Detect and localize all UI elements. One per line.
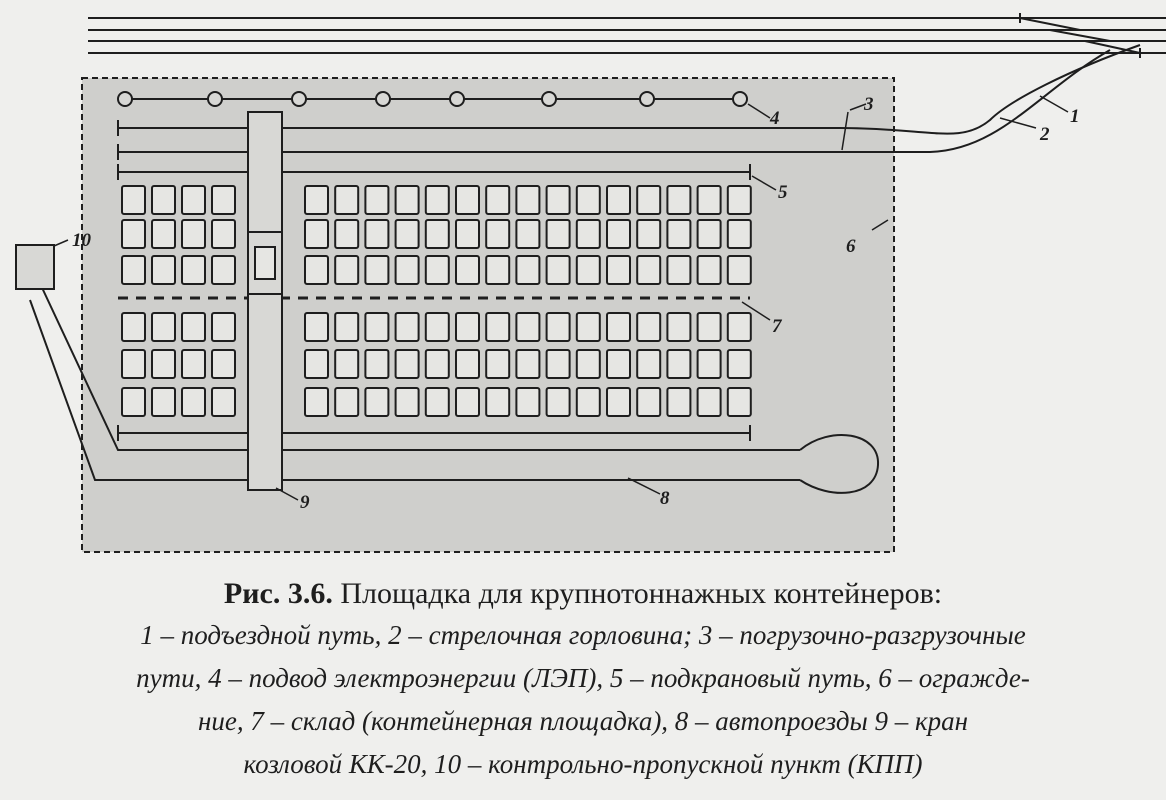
container-slot bbox=[182, 256, 205, 284]
container-slot bbox=[577, 313, 600, 341]
callout-4: 4 bbox=[770, 108, 780, 129]
container-slot bbox=[667, 220, 690, 248]
container-slot bbox=[667, 350, 690, 378]
container-slot bbox=[698, 350, 721, 378]
container-slot bbox=[182, 350, 205, 378]
container-slot bbox=[152, 186, 175, 214]
container-slot bbox=[426, 186, 449, 214]
container-slot bbox=[152, 220, 175, 248]
container-slot bbox=[486, 313, 509, 341]
container-slot bbox=[516, 186, 539, 214]
container-slot bbox=[212, 220, 235, 248]
container-slot bbox=[456, 220, 479, 248]
caption-legend-line: пути, 4 – подвод электроэнергии (ЛЭП), 5 – подкрановый путь, 6 – огражде- bbox=[136, 663, 1030, 693]
container-slot bbox=[122, 220, 145, 248]
container-slot bbox=[667, 186, 690, 214]
container-slot bbox=[607, 388, 630, 416]
container-slot bbox=[152, 313, 175, 341]
container-slot bbox=[456, 256, 479, 284]
container-slot bbox=[426, 256, 449, 284]
container-slot bbox=[456, 388, 479, 416]
container-slot bbox=[152, 350, 175, 378]
container-slot bbox=[335, 313, 358, 341]
container-slot bbox=[212, 313, 235, 341]
caption-legend-line: козловой КК-20, 10 – контрольно-пропускной пункт (КПП) bbox=[243, 749, 923, 779]
container-slot bbox=[577, 350, 600, 378]
caption-label: Рис. 3.6. bbox=[223, 577, 333, 610]
container-slot bbox=[305, 313, 328, 341]
container-slot bbox=[122, 256, 145, 284]
container-slot bbox=[365, 350, 388, 378]
container-slot bbox=[212, 350, 235, 378]
container-slot bbox=[396, 350, 419, 378]
container-slot bbox=[698, 256, 721, 284]
container-slot bbox=[547, 388, 570, 416]
container-slot bbox=[698, 220, 721, 248]
callout-7: 7 bbox=[772, 316, 782, 337]
container-slot bbox=[547, 350, 570, 378]
container-slot bbox=[667, 256, 690, 284]
callout-1: 1 bbox=[1070, 106, 1080, 127]
container-slot bbox=[486, 186, 509, 214]
callout-5: 5 bbox=[778, 182, 788, 203]
container-slot bbox=[122, 313, 145, 341]
container-slot bbox=[667, 313, 690, 341]
container-slot bbox=[305, 350, 328, 378]
container-slot bbox=[365, 313, 388, 341]
callout-6: 6 bbox=[846, 236, 856, 257]
container-slot bbox=[637, 313, 660, 341]
container-slot bbox=[305, 220, 328, 248]
callout-8: 8 bbox=[660, 488, 670, 509]
container-slot bbox=[152, 388, 175, 416]
container-slot bbox=[607, 313, 630, 341]
container-slot bbox=[547, 220, 570, 248]
callout-9: 9 bbox=[300, 492, 310, 513]
callout-3: 3 bbox=[864, 94, 874, 115]
container-slot bbox=[396, 388, 419, 416]
container-slot bbox=[486, 388, 509, 416]
container-slot bbox=[122, 350, 145, 378]
container-slot bbox=[728, 313, 751, 341]
container-slot bbox=[698, 388, 721, 416]
container-slot bbox=[516, 388, 539, 416]
container-slot bbox=[637, 350, 660, 378]
container-slot bbox=[486, 220, 509, 248]
container-slot bbox=[728, 186, 751, 214]
container-slot bbox=[335, 350, 358, 378]
container-slot bbox=[577, 186, 600, 214]
container-slot bbox=[607, 186, 630, 214]
container-slot bbox=[607, 256, 630, 284]
container-slot bbox=[728, 220, 751, 248]
container-slot bbox=[698, 313, 721, 341]
callout-2: 2 bbox=[1040, 124, 1050, 145]
container-slot bbox=[607, 350, 630, 378]
container-slot bbox=[637, 186, 660, 214]
container-slot bbox=[426, 313, 449, 341]
container-slot bbox=[516, 256, 539, 284]
container-slot bbox=[122, 186, 145, 214]
container-slot bbox=[577, 256, 600, 284]
container-slot bbox=[305, 186, 328, 214]
container-slot bbox=[577, 220, 600, 248]
container-slot bbox=[516, 313, 539, 341]
container-slot bbox=[667, 388, 690, 416]
gantry-crane bbox=[248, 112, 282, 490]
container-slot bbox=[335, 388, 358, 416]
container-slot bbox=[547, 313, 570, 341]
container-slot bbox=[182, 220, 205, 248]
main-tracks bbox=[88, 13, 1166, 58]
container-slot bbox=[396, 256, 419, 284]
container-slot bbox=[365, 256, 388, 284]
container-slot bbox=[698, 186, 721, 214]
checkpoint-building bbox=[16, 245, 54, 289]
container-slot bbox=[335, 186, 358, 214]
container-slot bbox=[396, 220, 419, 248]
container-slot bbox=[486, 256, 509, 284]
container-slot bbox=[335, 256, 358, 284]
container-slot bbox=[122, 388, 145, 416]
container-slot bbox=[728, 350, 751, 378]
container-slot bbox=[637, 256, 660, 284]
container-slot bbox=[335, 220, 358, 248]
container-slot bbox=[305, 388, 328, 416]
container-slot bbox=[426, 350, 449, 378]
container-slot bbox=[516, 350, 539, 378]
container-slot bbox=[516, 220, 539, 248]
callout-10: 10 bbox=[72, 230, 91, 251]
container-slot bbox=[728, 256, 751, 284]
container-slot bbox=[456, 186, 479, 214]
container-slot bbox=[547, 256, 570, 284]
caption-legend-line: ние, 7 – склад (контейнерная площадка), 8 – автопроезды 9 – кран bbox=[197, 706, 969, 736]
container-slot bbox=[152, 256, 175, 284]
container-slot bbox=[212, 388, 235, 416]
container-slot bbox=[547, 186, 570, 214]
container-slot bbox=[396, 186, 419, 214]
container-slot bbox=[426, 388, 449, 416]
container-slot bbox=[637, 388, 660, 416]
container-slot bbox=[637, 220, 660, 248]
figure-caption bbox=[0, 574, 1166, 786]
container-slot bbox=[212, 186, 235, 214]
container-slot bbox=[426, 220, 449, 248]
caption-legend-line: 1 – подъездной путь, 2 – стрелочная горловина; 3 – погрузочно-разгрузочные bbox=[140, 620, 1026, 650]
container-slot bbox=[305, 256, 328, 284]
container-slot bbox=[182, 186, 205, 214]
caption-title bbox=[0, 574, 1166, 614]
container-slot bbox=[182, 388, 205, 416]
container-slot bbox=[456, 350, 479, 378]
container-slot bbox=[365, 388, 388, 416]
container-slot bbox=[365, 186, 388, 214]
container-slot bbox=[365, 220, 388, 248]
container-slot bbox=[577, 388, 600, 416]
container-slot bbox=[396, 313, 419, 341]
container-slot bbox=[728, 388, 751, 416]
container-slot bbox=[486, 350, 509, 378]
container-slot bbox=[212, 256, 235, 284]
container-slot bbox=[456, 313, 479, 341]
container-slot bbox=[607, 220, 630, 248]
container-slot bbox=[182, 313, 205, 341]
caption-title-text: Площадка для крупнотоннажных контейнеров: bbox=[340, 577, 943, 610]
